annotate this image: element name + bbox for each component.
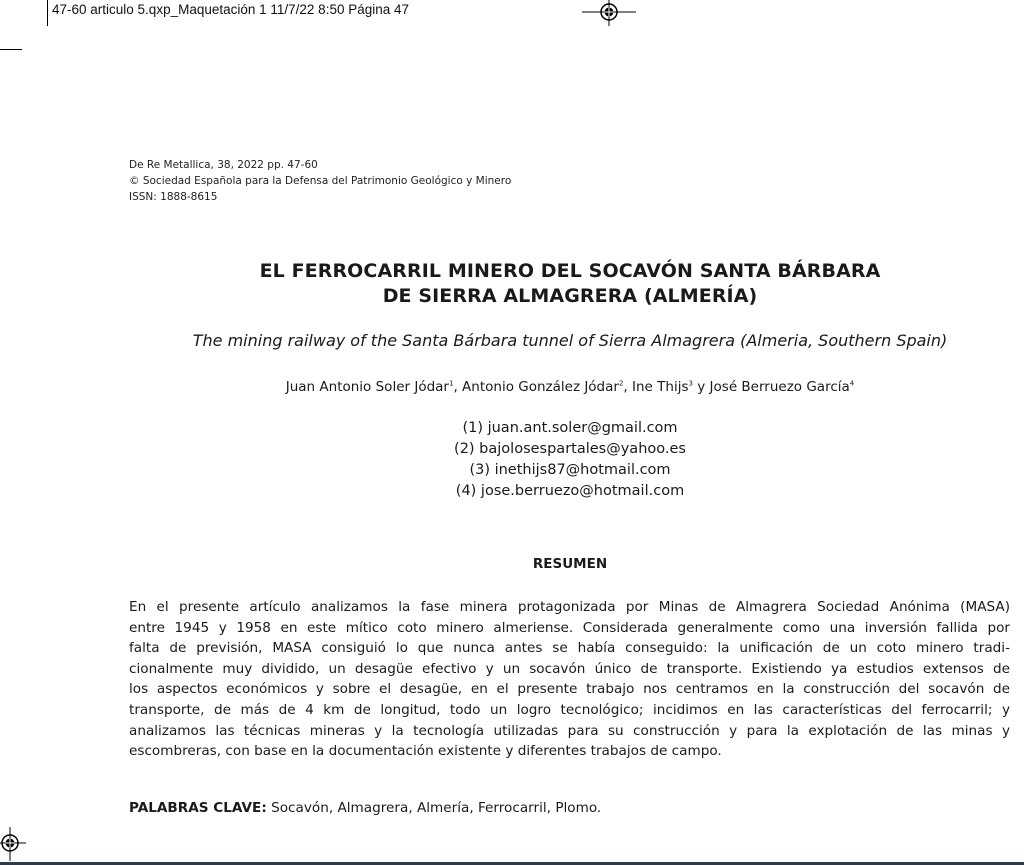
abstract-line: escombreras, con base en la documentación existente y diferentes trabajos de campo.	[129, 743, 722, 760]
abstract-line: cionalmente muy dividido, un desagüe efectivo y un socavón único de transporte. Existiendo ya estudios extensos de	[129, 660, 1010, 677]
author-name: Antonio González Jódar	[462, 379, 619, 395]
print-slug-line: 47-60 articulo 5.qxp_Maquetación 1 11/7/22 8:50 Página 47	[52, 2, 410, 17]
crop-mark-horizontal	[0, 49, 22, 50]
journal-copyright: © Sociedad Española para la Defensa del Patrimonio Geológico y Minero	[129, 175, 512, 187]
english-title: The mining railway of the Santa Bárbara tunnel of Sierra Almagrera (Almeria, Southern Spain)	[192, 331, 948, 350]
registration-mark-icon	[582, 0, 636, 26]
author-affiliation-mark: 3	[688, 379, 693, 388]
author-email: (4) jose.berruezo@hotmail.com	[455, 483, 685, 499]
keywords	[129, 800, 601, 816]
author-name: José Berruezo García	[709, 379, 850, 395]
keywords-label: PALABRAS CLAVE:	[129, 800, 267, 816]
author-affiliation-mark: 1	[448, 379, 454, 388]
author-separator: ,	[623, 379, 633, 395]
author-separator: ,	[453, 379, 463, 395]
journal-info	[129, 157, 511, 205]
article-title-line: EL FERROCARRIL MINERO DEL SOCAVÓN SANTA BÁRBARA	[259, 260, 881, 282]
author-affiliation-mark: 2	[618, 379, 624, 388]
author-separator: y	[692, 379, 710, 395]
author-email: (2) bajolosespartales@yahoo.es	[454, 441, 686, 457]
journal-citation: De Re Metallica, 38, 2022 pp. 47-60	[129, 159, 318, 171]
abstract-line: entre 1945 y 1958 en este mítico coto minero almeriense. Considerada generalmente como una inversión fallida por	[129, 619, 1010, 636]
author-name: Juan Antonio Soler Jódar	[285, 379, 449, 395]
abstract-heading: RESUMEN	[532, 556, 608, 572]
registration-mark-icon	[0, 827, 26, 861]
author-list	[120, 379, 1020, 395]
author-email: (3) inethijs87@hotmail.com	[469, 462, 671, 478]
author-name: Ine Thijs	[632, 379, 689, 395]
abstract-line: analizamos las técnicas mineras y la tecnología utilizadas para su construcción y para la explotación de las minas y	[129, 722, 1010, 739]
abstract-line: falta de previsión, MASA consiguió lo que nunca antes se había conseguido: la unificación de un coto minero tradi-	[129, 640, 1010, 657]
abstract-line: En el presente artículo analizamos la fase minera protagonizada por Minas de Almagrera Sociedad Anónima (MASA)	[129, 599, 1010, 615]
keywords-text: Socavón, Almagrera, Almería, Ferrocarril, Plomo.	[266, 800, 602, 816]
abstract-body	[129, 597, 1010, 762]
author-email: (1) juan.ant.soler@gmail.com	[462, 420, 678, 436]
author-affiliation-mark: 4	[849, 379, 855, 388]
article-title	[120, 259, 1020, 309]
abstract-line: los aspectos económicos y sobre el desagüe, en el presente trabajo nos centramos en la construcción del socavón de	[129, 681, 1010, 698]
article-title-line: DE SIERRA ALMAGRERA (ALMERÍA)	[382, 285, 758, 307]
abstract-line: transporte, de más de 4 km de longitud, todo un logro tecnológico; incidimos en las características del ferrocarril; y	[129, 701, 1010, 718]
author-emails	[120, 418, 1020, 502]
crop-mark-vertical	[47, 0, 48, 26]
journal-issn: ISSN: 1888-8615	[129, 191, 218, 203]
